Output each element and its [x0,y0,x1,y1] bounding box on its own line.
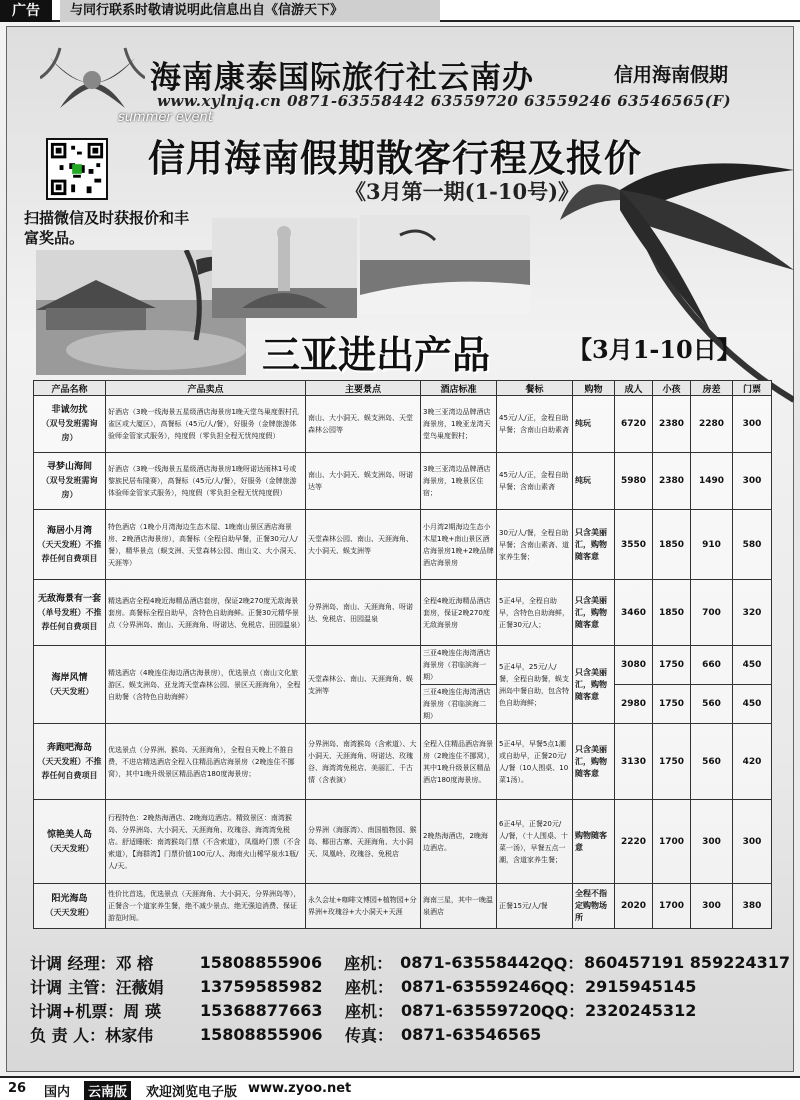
ticket-price: 420 [733,724,772,800]
adult-price: 3130 [615,724,653,800]
contact-phone[interactable]: 15808855906 [199,952,323,972]
wechat-qr-icon[interactable] [46,138,108,200]
hotel-standard: 全程4晚近海精品酒店套房，保证2晚270度无敌海景房 [421,580,497,646]
main-sights: 天堂森林公、南山、天涯海角、蜈支洲等 [306,646,421,724]
product-note: （天天发班）不推荐任何自费项目 [37,756,102,780]
selling-points: 性价比首选，优选景点（天涯海角、大小洞天、分界洲岛等），正餐含一个道家养生餐，绝不减少景点、绝无强迫消费、保证游览时间。 [106,884,306,929]
adult-price: 3460 [615,580,653,646]
product-title: 非诚勿扰 [51,405,88,415]
col-name: 产品名称 [34,381,106,396]
logo-caption: summer event [118,110,213,125]
col-adult: 成人 [615,381,653,396]
meal-standard: 30元/人/餐，全程自助早餐；含南山素斋、道家养生餐； [497,510,573,580]
beach-photo [360,215,530,315]
child-price: 1700 [653,884,691,929]
table-row [34,510,772,580]
meal-standard: 45元/人/正，金程自助早餐；含南山素斋 [497,453,573,510]
seat-phone[interactable]: 0871-63559246 [401,976,542,996]
main-sights: 分界洲岛、南山、天涯海角、呀诺达、免税店、田园温泉 [306,580,421,646]
contact-row [30,1022,790,1046]
ticket-price: 300 [733,800,772,884]
col-sights: 主要景点 [306,381,421,396]
scan-prompt: 扫描微信及时获报价和丰富奖品。 [24,209,190,247]
product-name [34,580,106,646]
shopping: 只含美丽汇，购物随客意 [573,646,615,724]
single-supplement: 2280 [691,396,733,453]
date-range: 【3月1-10日】 [568,335,741,364]
selling-points: 优选景点（分界洲、猴岛、天涯海角），全程自天晚上不推自费，不进店精选酒店全程入住精品酒店海景房（2晚连住不挪窝），其中1晚升级景区精品酒店180度海景房； [106,724,306,800]
product-name [34,724,106,800]
product-title: 奔跑吧海岛 [46,742,92,753]
palm-tree-icon [560,150,794,410]
seat-label: 座机： [345,1001,394,1021]
contact-phone[interactable]: 13759585982 [200,976,323,996]
page-number: 26 [8,1081,27,1096]
shopping: 纯玩 [573,396,615,453]
selling-points: 好酒店（3晚一线海景五星级酒店海景房1晚呀诺达雨林1号或黎族民居布隆赛），高餐标（45元/人/餐），好服务（金牌旅游体验师金管家式服务），纯度假（零负担全程无忧纯度假） [106,453,306,510]
shopping: 只含美丽汇，购物随客意 [573,580,615,646]
child-price: 1750 [653,685,691,724]
ticket-price: 300 [733,396,772,453]
single-supplement: 560 [691,724,733,800]
main-sights: 南山、大小洞天、蜈支洲岛、天堂森林公园等 [306,396,421,453]
adult-price: 3080 [615,646,653,685]
product-title: 惊艳美人岛 [46,829,92,840]
product-name [34,396,106,453]
hotel-standard: 3晚三亚湾边品牌酒店海景房，1晚亚龙湾天堂鸟巢度假村； [421,396,497,453]
contact-row [30,998,790,1022]
product-note: （单号发班）不推荐任何自费项目 [37,607,102,631]
qq-label: QQ： [540,953,584,973]
product-table [33,380,772,929]
child-price: 2380 [653,453,691,510]
selling-points: 精选酒店（4晚连住海边酒店海景房），优选景点（南山文化旅游区、蜈支洲岛、亚龙湾天堂森林公园、景区天涯海角），全程自助餐（含特色自助海鲜） [106,646,306,724]
shopping: 纯玩 [573,453,615,510]
meal-standard: 5正4早，早餐5点1潮或自助早，正餐20元/人/餐（10人围桌、10菜1汤）。 [497,724,573,800]
product-name [34,800,106,884]
meal-standard: 45元/人/正，金程自助早餐；含南山自助素斋 [497,396,573,453]
child-price: 1700 [653,800,691,884]
ad-tag: 广告 [0,0,52,22]
child-price: 1750 [653,724,691,800]
product-name [34,510,106,580]
selling-points: 行程特色：2晚热海酒店、2晚海边酒店。精致景区：南湾猴岛、分界洲岛、大小洞天、天涯海角、玫瑰谷、海湾湾免税店。舒适睡眠：南湾猴岛门票（不含索道），凤凰岭门票（不含索道），【海群湾】门票价值100元/人、海南火山稀罕泉水1瓶/人/天。 [106,800,306,884]
main-title: 信用海南假期散客行程及报价 [148,136,642,180]
issue-label: 《3月第一期(1-10号)》 [345,179,580,204]
product-title: 无敌海景有一套 [37,593,101,604]
source-notice: 与同行联系时敬请说明此信息出自《信游天下》 [60,0,440,22]
col-child: 小孩 [653,381,691,396]
qq-label: QQ： [541,1001,585,1021]
main-sights: 分界洲（海豚湾）、南国植物园、猴岛、椰田古寨、天涯海角、大小洞天、凤凰岭、玫瑰谷、免税店 [306,800,421,884]
product-title: 寻梦山海间 [46,462,92,472]
product-note: （天天发班） [45,843,94,853]
contact-phone[interactable]: 15368877663 [200,1000,323,1020]
hotel-standard: 小月湾2期海边生态小木屋1晚+南山景区酒店海景房1晚+2晚品牌酒店海景房 [421,510,497,580]
shopping: 只含美丽汇，购物随客意 [573,510,615,580]
ticket-price: 450 [733,646,772,685]
table-row [34,724,772,800]
meal-standard: 5正4早，全程自助早，含特色自助海鲜，正餐30元/人； [497,580,573,646]
adult-price: 5980 [615,453,653,510]
seat-phone[interactable]: 0871-63558442 [400,952,541,972]
main-sights: 南山、大小洞天、蜈支洲岛、呀诺达等 [306,453,421,510]
shopping: 购物随客意 [573,800,615,884]
main-sights: 分界洲岛、南湾猴岛（含索道）、大小洞天、天涯海角、呀诺达、玫瑰谷、海湾湾免税店、美丽汇、千古情（含表演） [306,724,421,800]
hotel-standard: 三亚4晚连住海湾酒店海景房（君临滨海二期） [421,685,497,724]
single-supplement: 1490 [691,453,733,510]
qq-number[interactable]: 2915945145 [585,976,697,996]
hotel-standard: 2晚热海酒店，2晚海边酒店。 [421,800,497,884]
seat-label: 座机： [345,977,394,997]
product-note: （天天发班）不推荐任何自费项目 [37,539,102,563]
child-price: 1850 [653,580,691,646]
contact-label: 计调 经理：邓 榕 [30,953,154,973]
child-price: 2380 [653,396,691,453]
product-name [34,646,106,724]
seat-phone[interactable]: 0871-63559720 [401,1000,542,1020]
contact-label: 计调 主管：汪薇娟 [30,977,164,997]
product-note: （天天发班） [45,908,94,917]
hotel-standard: 海南三星，其中一晚温泉酒店 [421,884,497,929]
product-note: （双号发班需询房） [41,419,98,442]
meal-standard: 6正4早，正餐20元/人/餐，（十人围桌、十菜一汤），早餐五点一潮，含道家养生餐； [497,800,573,884]
ticket-price: 450 [733,685,772,724]
contact-row [30,950,790,974]
ticket-price: 380 [733,884,772,929]
col-hotel: 酒店标准 [421,381,497,396]
product-title: 海居小月湾 [46,525,92,536]
meal-standard: 正餐15元/人/餐 [497,884,573,929]
ticket-price: 320 [733,580,772,646]
product-title: 阳光海岛 [51,894,88,904]
table-row [34,646,772,685]
agency-name: 海南康泰国际旅行社云南办 [150,60,534,96]
edition-badge: 云南版 [84,1081,131,1100]
selling-points: 特色酒店（1晚小月湾海边生态木屋、1晚南山景区酒店海景房、2晚酒店海景房），高餐标（全程自助早餐，正餐30元/人/餐），精华景点（蜈支洲、天堂森林公园、南山文、大小洞天、天涯等） [106,510,306,580]
table-row [34,884,772,929]
product-note: （双号发班需询房） [41,476,98,499]
fax-label: 传真： [345,1025,394,1045]
guanyin-statue-photo [212,218,357,318]
single-supplement: 300 [691,800,733,884]
main-sights: 永久会址+咖啡文博园+植物园+分界洲+玫瑰谷+大小洞天+天涯 [306,884,421,929]
selling-points: 好酒店（3晚一线海景五星级酒店海景房1晚天堂鸟巢度假村孔雀区或大厦区），高餐标（45元/人/餐），好服务（金牌旅游体验师金管家式服务），纯度假（零负担全程无忧纯度假） [106,396,306,453]
adult-price: 2220 [615,800,653,884]
website-link[interactable]: www.zyoo.net [248,1081,352,1096]
product-title: 海岸风情 [51,672,88,683]
table-header-row [34,381,772,396]
meal-standard: 5正4早，25元/人/餐，全程自助餐，蜈支洲岛中餐自助，包含特色自助海鲜； [497,646,573,724]
shopping: 只含美丽汇，购物随客意 [573,724,615,800]
selling-points: 精选酒店全程4晚近海精品酒店套房，保证2晚270度无敌海景套房。高餐标全程自助早，含特色自助海鲜。正餐30元精华景点（分界洲岛、南山、天涯海角、呀诺达、免税店、田园温泉） [106,580,306,646]
hotel-standard: 3晚三亚湾边品牌酒店海景房，1晚景区住宿； [421,453,497,510]
single-supplement: 660 [691,646,733,685]
seat-label: 座机： [344,953,393,973]
product-note: （天天发班） [45,686,94,696]
contact-label: 计调+机票：周 瑛 [30,1001,161,1021]
top-banner [0,0,800,22]
section-label: 国内 [44,1085,71,1100]
adult-price: 3550 [615,510,653,580]
product-name [34,884,106,929]
single-supplement: 300 [691,884,733,929]
table-row [34,396,772,453]
col-ticket: 门票 [733,381,772,396]
single-supplement: 700 [691,580,733,646]
hotel-standard: 全程入住精品酒店海景房（2晚连住不挪窝），其中1晚升级景区精品酒店180度海景房。 [421,724,497,800]
adult-price: 2980 [615,685,653,724]
qq-number[interactable]: 2320245312 [585,1000,697,1020]
contacts-block [30,950,790,1046]
fax-number[interactable]: 0871-63546565 [401,1024,542,1044]
single-supplement: 910 [691,510,733,580]
ticket-price: 580 [733,510,772,580]
single-supplement: 560 [691,685,733,724]
hotel-standard: 三亚4晚连住海湾酒店海景房（君临滨海一期） [421,646,497,685]
col-selling: 产品卖点 [106,381,306,396]
col-meal: 餐标 [497,381,573,396]
brand-name: 信用海南假期 [614,64,729,86]
contact-row [30,974,790,998]
qq-label: QQ： [541,977,585,997]
col-shop: 购物 [573,381,615,396]
page-footer [0,1076,800,1100]
adult-price: 2020 [615,884,653,929]
section-title: 三亚进出产品 [262,332,491,377]
main-sights: 天堂森林公园、南山、天涯海角、大小洞天、蜈支洲等 [306,510,421,580]
child-price: 1750 [653,646,691,685]
table-row [34,800,772,884]
shopping: 全程不指定购物场所 [573,884,615,929]
contact-phone[interactable]: 15808855906 [200,1024,323,1044]
slogan: 欢迎浏览电子版 [146,1085,238,1100]
contact-label: 负 责 人：林家伟 [30,1025,154,1045]
product-name [34,453,106,510]
col-single: 房差 [691,381,733,396]
website-phones: www.xylnjq.cn 0871-63558442 63559720 63559246 63546565(F) [157,92,732,110]
table-row [34,580,772,646]
child-price: 1850 [653,510,691,580]
table-row [34,453,772,510]
ticket-price: 300 [733,453,772,510]
qq-number[interactable]: 860457191 859224317 [584,952,790,972]
adult-price: 6720 [615,396,653,453]
